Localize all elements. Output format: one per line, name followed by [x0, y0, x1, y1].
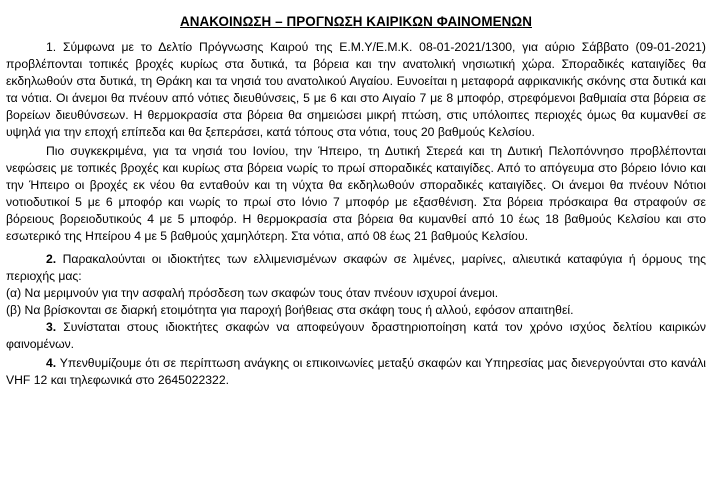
list-item-b: (β) Να βρίσκονται σε διαρκή ετοιμότητα για παροχή βοήθειας στα σκάφη τους ή αλλού, εφόσον απαιτηθεί. [6, 303, 574, 317]
paragraph-3 [6, 319, 706, 353]
page-title: ΑΝΑΚΟΙΝΩΣΗ – ΠΡΟΓΝΩΣΗ ΚΑΙΡΙΚΩΝ ΦΑΙΝΟΜΕΝΩΝ [180, 14, 532, 29]
paragraph-4-number: 4. [46, 356, 57, 370]
paragraph-2 [6, 251, 706, 285]
announcement-body [6, 39, 706, 389]
paragraph-1-details: Πιο συγκεκριμένα, για τα νησιά του Ιονίου, την Ήπειρο, τη Δυτική Στερεά και τη Δυτική Πελοπόννησο προβλέπονται νεφώσεις με τοπικές βροχές και κυρίως στα βόρεια νωρίς το πρωί σποραδικές καταιγίδες. Από το απόγευμα στο βόρειο Ιόνιο και την Ήπειρο οι βροχές εκ νέου θα ενταθούν και τη νύχτα θα εκδηλωθούν σποραδικές καταιγίδες. Οι άνεμοι θα πνέουν Νότιοι νοτιοδυτικοί 5 με 6 μποφόρ και νωρίς το πρωί στο Ιόνιο 7 μποφόρ με εξασθένιση. Στα βόρεια πρόσκαιρα θα στραφούν σε βόρειους βορειοδυτικούς 4 με 5 μποφόρ. Η θερμοκρασία στα βόρεια θα κυμανθεί από 10 έως 18 βαθμούς Κελσίου και στο εσωτερικό της Ηπείρου 4 με 5 βαθμούς χαμηλότερη. Στα νότια, από 08 έως 21 βαθμούς Κελσίου. [6, 144, 706, 243]
paragraph-3-text: Συνίσταται στους ιδιοκτήτες σκαφών να αποφεύγουν δραστηριοποίηση κατά τον χρόνο ισχύος δελτίου καιρικών φαινομένων. [6, 320, 706, 351]
paragraph-1-text: Σύμφωνα με το Δελτίο Πρόγνωσης Καιρού της Ε.Μ.Υ/Ε.Μ.Κ. 08-01-2021/1300, για αύριο Σάββατο (09-01-2021) προβλέπονται τοπικές βροχές κυρίως στα δυτικά, τα βόρεια και την ανατολική νησιωτική χώρα. Σποραδικές καταιγίδες θα εκδηλωθούν στα δυτικά, τη Θράκη και τα νησιά του ανατολικού Αιγαίου. Ευνοείται η μεταφορά αφρικανικής σκόνης στα δυτικά και τα νότια. Οι άνεμοι θα πνέουν από νότιες διευθύνσεις, 5 με 6 και στο Αιγαίο 7 με 8 μποφόρ, στρεφόμενοι βαθμιαία στα βόρεια σε βορείων διευθύνσεων. Η θερμοκρασία στα βόρεια θα σημειώσει μικρή πτώση, στις υπόλοιπες περιοχές όμως θα κυμανθεί σε υψηλά για την εποχή επίπεδα και θα ξεπεράσει, κατά τόπους στα νότια, τους 20 βαθμούς Κελσίου. [6, 40, 706, 139]
paragraph-4-text: Υπενθυμίζουμε ότι σε περίπτωση ανάγκης οι επικοινωνίες μεταξύ σκαφών και Υπηρεσίας μας διενεργούνται στο κανάλι VHF 12 και τηλεφωνικά στο 2645022322. [6, 356, 706, 387]
paragraph-1 [6, 39, 706, 141]
paragraph-2-text: Παρακαλούνται οι ιδιοκτήτες των ελλιμενισμένων σκαφών σε λιμένες, μαρίνες, αλιευτικά καταφύγια ή όρμους της περιοχής μας: [6, 252, 706, 283]
paragraph-3-number: 3. [46, 320, 57, 334]
paragraph-1-number: 1. [46, 40, 57, 54]
paragraph-2-number: 2. [46, 252, 57, 266]
announcement-page [0, 14, 714, 478]
paragraph-4 [6, 355, 706, 389]
list-item-a: (α) Να μεριμνούν για την ασφαλή πρόσδεση των σκαφών τους όταν πνέουν ισχυροί άνεμοι. [6, 286, 499, 300]
